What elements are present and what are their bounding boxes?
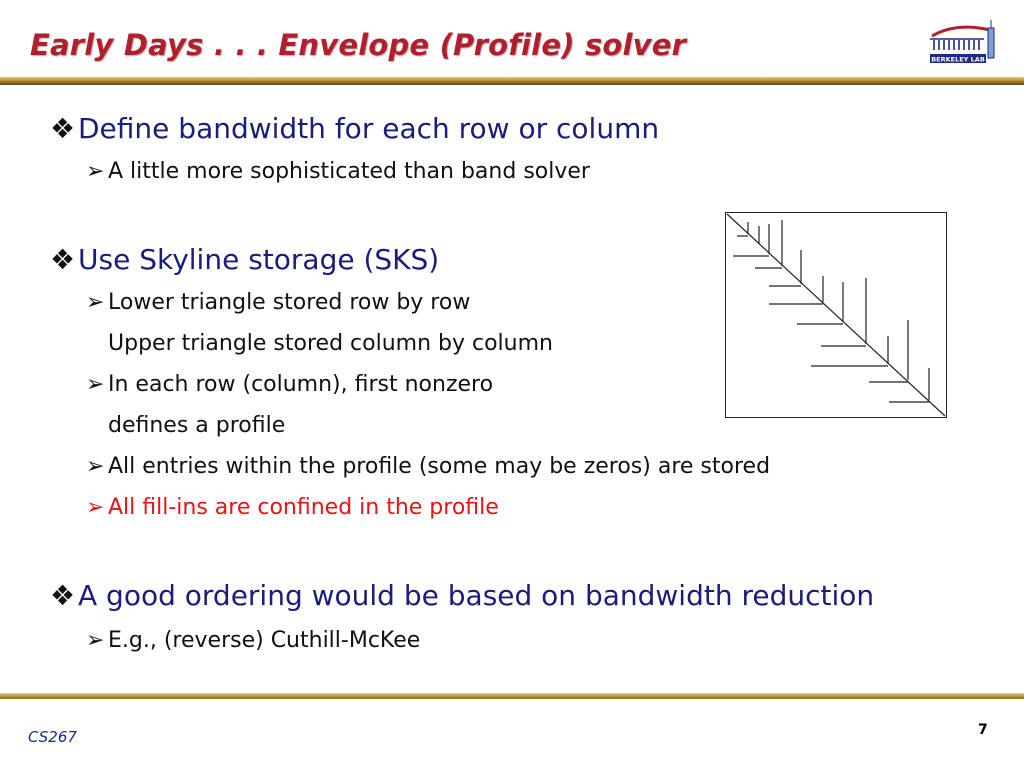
arrow-bullet-icon: ➢ xyxy=(86,290,105,315)
arrow-bullet-icon: ➢ xyxy=(86,495,105,520)
sub-bullet-sophisticated: ➢ A little more sophisticated than band solver xyxy=(86,159,590,184)
sub-bullet-cuthill-mckee: ➢ E.g., (reverse) Cuthill-McKee xyxy=(86,628,421,653)
sub-bullet-entries-stored: ➢ All entries within the profile (some may be zeros) are stored xyxy=(86,454,771,479)
sub-bullet-fill-ins-confined: ➢ All fill-ins are confined in the profile xyxy=(86,495,499,520)
arrow-bullet-icon: ➢ xyxy=(86,628,105,653)
bullet-define-bandwidth: ❖ Define bandwidth for each row or column xyxy=(50,112,660,145)
arrow-bullet-icon: ➢ xyxy=(86,454,105,479)
skyline-matrix-diagram xyxy=(725,212,947,418)
svg-text:BERKELEY LAB: BERKELEY LAB xyxy=(931,55,985,64)
slide-title: Early Days . . . Envelope (Profile) solver xyxy=(30,28,687,62)
arrow-bullet-icon: ➢ xyxy=(86,159,105,184)
diamond-bullet-icon: ❖ xyxy=(50,579,76,612)
diamond-bullet-icon: ❖ xyxy=(50,112,76,145)
footer-rule xyxy=(0,693,1024,699)
sub-bullet-defines-profile: defines a profile xyxy=(108,413,286,438)
sub-bullet-lower-triangle: ➢ Lower triangle stored row by row xyxy=(86,290,471,315)
page-number: 7 xyxy=(978,722,988,738)
sub-bullet-upper-triangle: Upper triangle stored column by column xyxy=(108,331,553,356)
course-label: CS267 xyxy=(28,728,77,746)
berkeley-lab-logo xyxy=(926,16,1004,68)
arrow-bullet-icon: ➢ xyxy=(86,372,105,397)
bullet-skyline-storage: ❖ Use Skyline storage (SKS) xyxy=(50,243,440,276)
diamond-bullet-icon: ❖ xyxy=(50,243,76,276)
sub-bullet-first-nonzero: ➢ In each row (column), first nonzero xyxy=(86,372,494,397)
header-rule xyxy=(0,77,1024,85)
bullet-good-ordering: ❖ A good ordering would be based on bandwidth reduction xyxy=(50,579,875,612)
